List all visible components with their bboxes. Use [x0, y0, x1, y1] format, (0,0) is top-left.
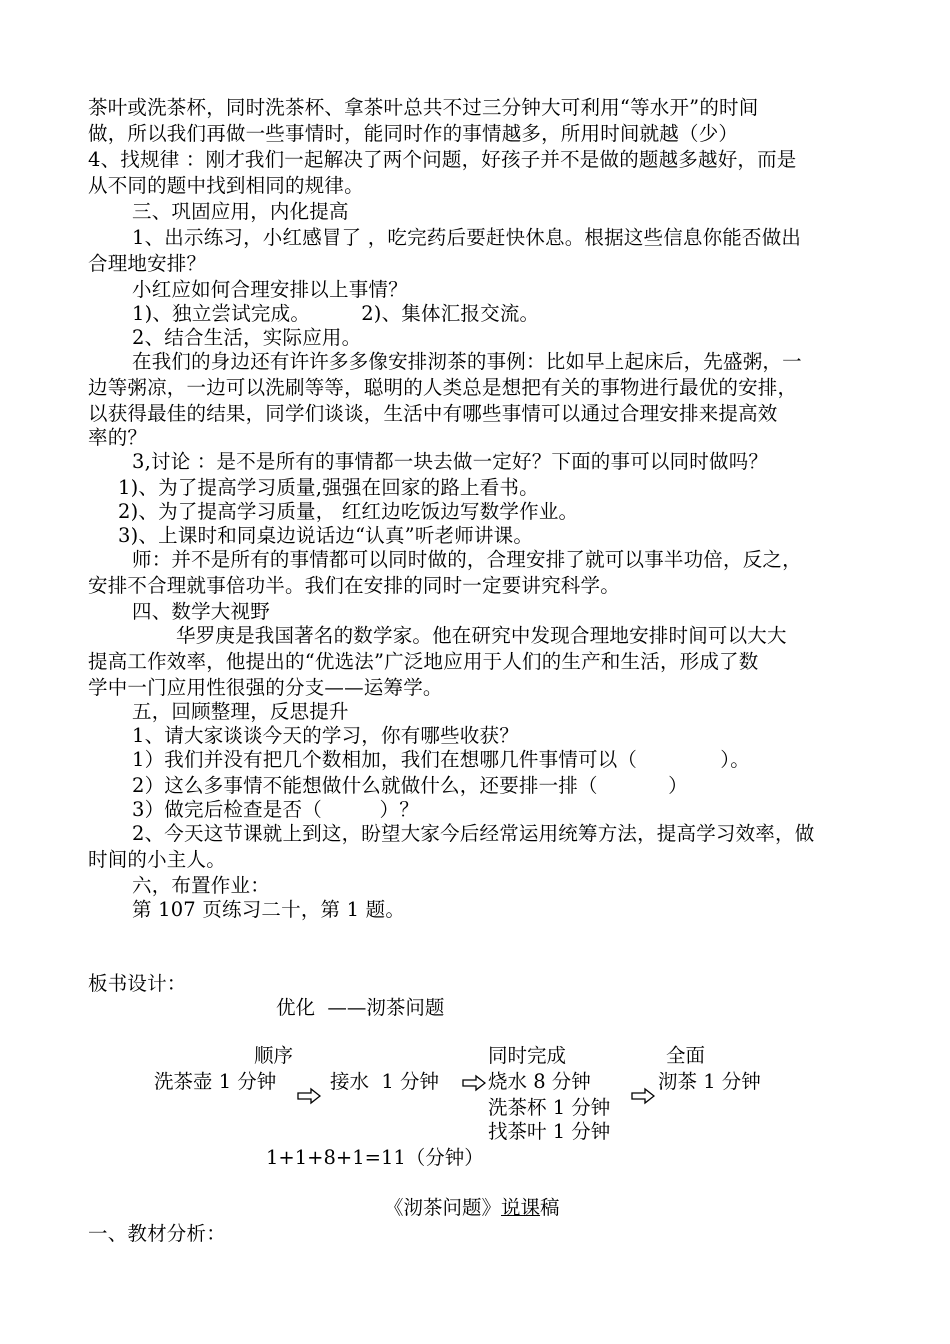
section-heading: 三、巩固应用，内化提高: [132, 200, 349, 223]
paragraph-line: 3)、上课时和同桌边说话边“认真”听老师讲课。: [118, 524, 534, 547]
arrow-right-icon: [462, 1074, 486, 1092]
label-whole: 全面: [666, 1044, 706, 1067]
paragraph-line: 时间的小主人。: [88, 848, 226, 871]
paragraph-line: 在我们的身边还有许许多多像安排沏茶的事例：比如早上起床后，先盛粥，一: [132, 350, 802, 373]
paragraph-line: 边等粥凉，一边可以洗刷等等，聪明的人类总是想把有关的事物进行最优的安排，: [88, 376, 798, 399]
step-find-tea: 找茶叶 1 分钟: [488, 1120, 611, 1143]
paragraph-line: 1、出示练习，小红感冒了 ，吃完药后要赶快休息。根据这些信息你能否做出: [132, 226, 802, 249]
lecture-title: [384, 1196, 560, 1220]
paragraph-line: 合理地安排？: [88, 252, 207, 275]
paragraph-line: 1)、独立尝试完成。 2)、集体汇报交流。: [132, 302, 540, 325]
arrow-right-icon: [297, 1087, 321, 1105]
section-heading: 四、数学大视野: [132, 600, 270, 623]
label-order: 顺序: [254, 1044, 294, 1067]
paragraph-line: 1、请大家谈谈今天的学习，你有哪些收获？: [132, 724, 519, 747]
paragraph-line: 师：并不是所有的事情都可以同时做的，合理安排了就可以事半功倍，反之，: [132, 548, 802, 571]
paragraph-line: 以获得最佳的结果，同学们谈谈，生活中有哪些事情可以通过合理安排来提高效: [88, 402, 778, 425]
paragraph-line: 1）我们并没有把几个数相加，我们在想哪几件事情可以（ ）。: [132, 748, 750, 771]
paragraph-line: 第 107 页练习二十，第 1 题。: [132, 898, 406, 921]
paragraph-line: 2、今天这节课就上到这，盼望大家今后经常运用统筹方法，提高学习效率，做: [132, 822, 815, 845]
board-heading: 板书设计：: [88, 972, 187, 995]
step-fetch-water: 接水 1 分钟: [330, 1070, 440, 1093]
paragraph-line: 3,讨论 ：是不是所有的事情都一块去做一定好？下面的事可以同时做吗？: [132, 450, 769, 473]
paragraph-line: 4、找规律 ：刚才我们一起解决了两个问题，好孩子并不是做的题越多越好，而是: [88, 148, 797, 171]
label-same-time: 同时完成: [488, 1044, 567, 1067]
section-heading: 一、教材分析：: [88, 1222, 226, 1245]
lecture-title-prefix: 《沏茶问题》: [384, 1196, 502, 1219]
step-wash-teapot: 洗茶壶 1 分钟: [154, 1070, 277, 1093]
arrow-right-icon: [631, 1087, 655, 1105]
step-boil-water: 烧水 8 分钟: [488, 1070, 591, 1093]
paragraph-line: 小红应如何合理安排以上事情？: [132, 278, 408, 301]
paragraph-line: 从不同的题中找到相同的规律。: [88, 174, 364, 197]
paragraph-line: 做，所以我们再做一些事情时，能同时作的事情越多，所用时间就越（少）: [88, 122, 739, 145]
paragraph-line: 1)、为了提高学习质量,强强在回家的路上看书。: [118, 476, 539, 499]
paragraph-line: 率的？: [88, 426, 148, 449]
paragraph-line: 茶叶或洗茶杯，同时洗茶杯、拿茶叶总共不过三分钟大可利用“等水开”的时间: [88, 96, 759, 119]
paragraph-line: 2)、为了提高学习质量， 红红边吃饭边写数学作业。: [118, 500, 579, 523]
step-wash-cups: 洗茶杯 1 分钟: [488, 1096, 611, 1119]
section-heading: 五，回顾整理，反思提升: [132, 700, 349, 723]
lecture-title-underlined: 说课: [501, 1196, 541, 1219]
paragraph-line: 学中一门应用性很强的分支——运筹学。: [88, 676, 443, 699]
board-title: 优化 ——沏茶问题: [276, 996, 445, 1019]
paragraph-line: 提高工作效率，他提出的“优选法”广泛地应用于人们的生产和生活，形成了数: [88, 650, 759, 673]
paragraph-line: 2）这么多事情不能想做什么就做什么，还要排一排（ ）: [132, 774, 688, 797]
paragraph-line: 安排不合理就事倍功半。我们在安排的同时一定要讲究科学。: [88, 574, 620, 597]
paragraph-line: 3）做完后检查是否（ ）？: [132, 798, 419, 821]
paragraph-line: 2、结合生活，实际应用。: [132, 326, 362, 349]
step-make-tea: 沏茶 1 分钟: [658, 1070, 761, 1093]
section-heading: 六，布置作业：: [132, 874, 270, 897]
paragraph-line: 华罗庚是我国著名的数学家。他在研究中发现合理地安排时间可以大大: [176, 624, 787, 647]
lecture-title-suffix: 稿: [540, 1196, 560, 1219]
total-formula: 1+1+8+1=11（分钟）: [266, 1146, 484, 1169]
